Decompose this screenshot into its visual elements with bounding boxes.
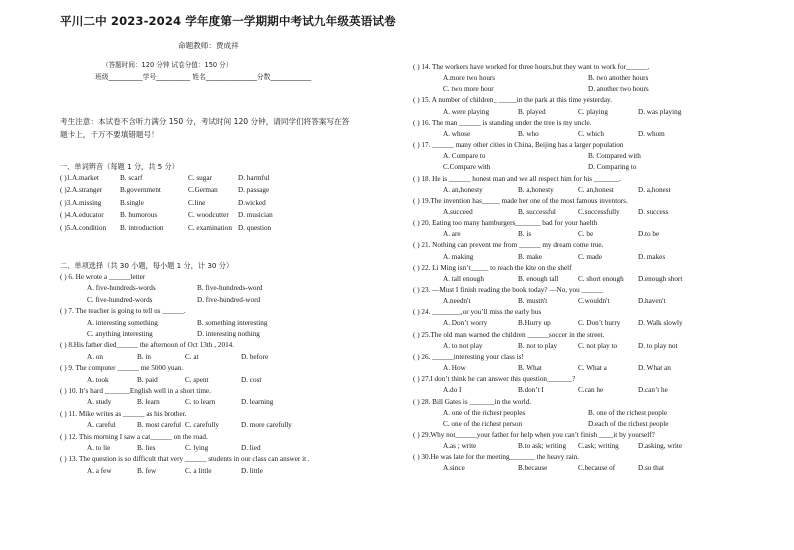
answer-option: A. tall enough [443,274,484,283]
phonetics-item-1-q: ( )1.A.market [60,174,99,182]
answer-option: B. lies [137,444,156,452]
phonetics-item-3-c: D.wicked [238,198,266,207]
answer-option: D.so that [638,464,664,473]
answer-option: C.wouldn't [578,297,610,306]
answer-option: A.do I [443,386,462,395]
answer-option: D. little [241,466,263,475]
question-stem: ( ) 13. The question is so difficult that very ______ students in our class can answer it . [60,455,310,464]
phonetics-item-2-c: D. passage [238,186,270,195]
answer-option: B. who [518,129,539,138]
answer-option: C. a little [185,466,212,475]
answer-option: B. mustn't [518,297,548,306]
question-stem: ( ) 26. ______interesting your class is! [413,352,524,361]
answer-option: B. enough tall [518,274,559,283]
answer-option: C. carefully [185,421,219,430]
phonetics-item-4-c: D. musician [238,211,273,220]
answer-option: B. few [137,466,157,475]
answer-option: A. to not play [443,341,483,350]
answer-option: B. most careful [137,421,182,430]
answer-option: D. Walk slowly [638,319,683,328]
answer-option: D.to be [638,230,660,239]
question-stem: ( ) 14. The workers have worked for three hours,but they want to work for______. [413,63,650,71]
question-stem: ( ) 20. Eating too many hamburgers_______ bad for your haelth [413,219,598,228]
phonetics-item-4-a: B. humorous [120,211,158,220]
author-line: 命题教师：贾成祥 [178,41,239,50]
question-stem: ( ) 8.His father died______ the afternoon of Oct 13th , 2014. [60,341,235,350]
answer-option: A. whose [443,129,471,138]
answer-option: B. two another hours [588,74,649,83]
phonetics-item-4-b: C. woodcutter [188,211,229,220]
question-stem: ( ) 19.The invention has_____ made her one of the most famous inventors. [413,196,628,205]
answer-option: A. careful [87,421,116,430]
answer-option: B. played [518,107,546,116]
answer-option: D. success [638,207,669,216]
answer-option: B. one of the richest people [588,408,668,417]
answer-option: C. Don’t hurry [578,319,621,328]
answer-option: A.as ; write [443,442,477,451]
answer-option: B.because [518,464,548,473]
answer-option: C. short enough [578,274,624,283]
answer-option: D. more carefully [241,421,292,430]
phonetics-item-5-a: B. introduction [120,223,164,232]
answer-option: A. one of the richest peoples [443,408,526,417]
answer-option: C. spent [185,375,209,384]
answer-option: A. are [443,230,461,239]
answer-option: B. Compared with [588,152,641,161]
question-stem: ( ) 11. Mike writes as ______ as his brother. [60,409,187,418]
question-stem: ( ) 25.The old man warned the children ______soccer in the street. [413,330,605,339]
answer-option: B.to ask; writing [518,442,567,451]
answer-option: B. something interesting [197,318,268,327]
answer-option: D. before [241,352,269,361]
answer-option: B. successful [518,207,556,216]
question-stem: ( ) 30.He was late for the meeting_______ the heavy rain. [413,453,580,462]
answer-option: D. to play not [638,341,678,350]
answer-option: D.haven't [638,297,666,306]
question-stem: ( ) 27.I don’t think he can answer this question_______? [413,375,576,384]
answer-option: B. not to play [518,341,558,350]
answer-option: A.since [443,464,465,473]
exam-info: （答题时间：120 分钟 试卷分值：150 分） [102,61,233,69]
answer-option: A. were playing [443,107,490,116]
answer-option: A. five-hundreds-words [87,284,156,293]
answer-option: B.don’t I [518,386,544,395]
answer-option: D. interesting nothing [197,330,260,338]
answer-option: A. How [443,364,466,373]
answer-option: D. learning [241,398,274,407]
answer-option: B. is [518,230,532,239]
answer-option: A.needn't [443,297,471,306]
answer-option: D.can’t he [638,386,668,395]
answer-option: D. five-hundred-word [197,295,261,304]
phonetics-item-1-a: B. scarf [120,174,143,182]
question-stem: ( ) 24. ________,or you’ll miss the early bus [413,308,542,317]
answer-option: C.ask; writing [578,442,619,451]
answer-option: C. anything interesting [87,330,153,338]
answer-option: D. a,honest [638,185,671,194]
answer-option: C.because of [578,464,616,473]
question-stem: ( ) 15. A number of children_ _____in the park at this time yesterday. [413,96,612,105]
phonetics-item-2-b: C.German [188,186,218,195]
notice-line-2: 题卡上，千万不要填错题号！ [60,130,159,139]
answer-option: B. make [518,252,542,261]
answer-option: C. one of the richest person [443,419,523,428]
answer-option: D. another two hours [588,85,649,94]
answer-option: A. on [87,352,103,361]
answer-option: D.enough short [638,274,683,283]
answer-option: D. lied [241,444,261,452]
question-stem: ( ) 21. Nothing can prevent me from ______ my dream come true. [413,241,604,250]
student-info: 班级__________学号__________ 姓名_______________分数____________ [95,73,312,81]
answer-option: C.Compare with [443,163,491,172]
answer-option: C. at [185,352,199,361]
answer-option: D. What an [638,364,671,373]
answer-option: D. was playing [638,107,682,116]
question-stem: ( ) 28. Bill Gates is _______in the world. [413,397,532,406]
answer-option: A.succeed [443,207,473,216]
answer-option: B. five-hundreds-word [197,284,263,293]
answer-option: D. Comparing to [588,163,637,172]
answer-option: C. five-hundred-words [87,295,153,304]
answer-option: C. not play to [578,341,618,350]
answer-option: A. to lie [87,444,111,452]
answer-option: C. lying [185,444,209,452]
answer-option: C. be [578,230,594,239]
question-stem: ( ) 6. He wrote a ______letter [60,273,146,281]
question-stem: ( ) 12. This morning I saw a cat______ on the road. [60,432,208,441]
phonetics-item-3-a: B.single [120,198,144,207]
phonetics-item-5-c: D. question [238,223,272,232]
phonetics-item-5-q: ( )5.A.condition [60,223,107,232]
question-stem: ( ) 7. The teacher is going to tell us ______. [60,307,186,316]
phonetics-item-3-b: C.line [188,198,206,207]
phonetics-item-1-b: C. sugar [188,174,212,182]
answer-option: A. Don’t worry [443,319,488,328]
answer-option: B. paid [137,375,158,384]
section1-heading: 一、单词辨音（每题 1 分，共 5 分） [60,162,179,171]
answer-option: B. What [518,364,542,373]
answer-option: D.each of the richest people [588,419,669,428]
answer-option: A. Compare to [443,152,486,161]
phonetics-item-2-q: ( )2.A.stranger [60,186,103,195]
answer-option: C. an,honest [578,185,614,194]
answer-option: B. in [137,352,151,361]
answer-option: A. interesting something [87,318,158,327]
answer-option: C. to learn [185,398,216,407]
answer-option: D.asking, write [638,442,683,451]
question-stem: ( ) 9. The computer ______ me 5000 yuan. [60,364,184,373]
question-stem: ( ) 17. ______ many other cities in China, Beijing has a larger population [413,141,624,150]
answer-option: C. playing [578,107,608,116]
phonetics-item-4-q: ( )4.A.educator [60,211,104,220]
answer-option: C.can he [578,386,604,395]
answer-option: D. cost [241,375,262,384]
question-stem: ( ) 10. It’s hard _______English well in a short time. [60,387,211,395]
answer-option: C. What a [578,364,607,373]
answer-option: B. learn [137,398,160,407]
answer-option: A.more two hours [443,74,496,83]
answer-option: A. making [443,252,474,261]
answer-option: A. study [87,398,112,407]
answer-option: C. made [578,252,602,261]
answer-option: C. two more hour [443,85,494,94]
answer-option: B. a,honesty [518,185,554,194]
answer-option: D. whom [638,129,665,138]
question-stem: ( ) 18. He is ______ honest man and we all respect him for his _______. [413,174,621,183]
answer-option: A. a few [87,466,112,475]
exam-title: 平川二中 2023-2024 学年度第一学期期中考试九年级英语试卷 [60,14,396,28]
answer-option: A. took [87,375,109,384]
phonetics-item-5-b: C. examination [188,223,232,232]
phonetics-item-3-q: ( )3.A.missing [60,198,102,207]
notice-line-1: 考生注意：本试卷不含听力满分 150 分，考试时间 120 分钟，请同学们将答案写在答 [60,117,350,126]
question-stem: ( ) 29.Why not______your father for help when you can’t finish ____it by yourself? [413,430,655,439]
section2-heading: 二、单项选择（共 30 小题，每小题 1 分，计 30 分） [60,261,234,270]
answer-option: C. which [578,129,604,138]
answer-option: A. an,honesty [443,185,483,194]
question-stem: ( ) 22. Li Ming isn’t_____ to reach the kite on the shelf [413,263,572,272]
answer-option: C.successfully [578,207,620,216]
question-stem: ( ) 16. The man ______ is standing under the tree is my uncle. [413,118,592,127]
answer-option: B.Hurry up [518,319,551,328]
phonetics-item-1-c: D. harmful [238,174,270,182]
answer-option: D. makes [638,252,666,261]
question-stem: ( ) 23. —Must I finish reading the book today? —No, you ______ [413,286,604,294]
phonetics-item-2-a: B.government [120,186,161,195]
